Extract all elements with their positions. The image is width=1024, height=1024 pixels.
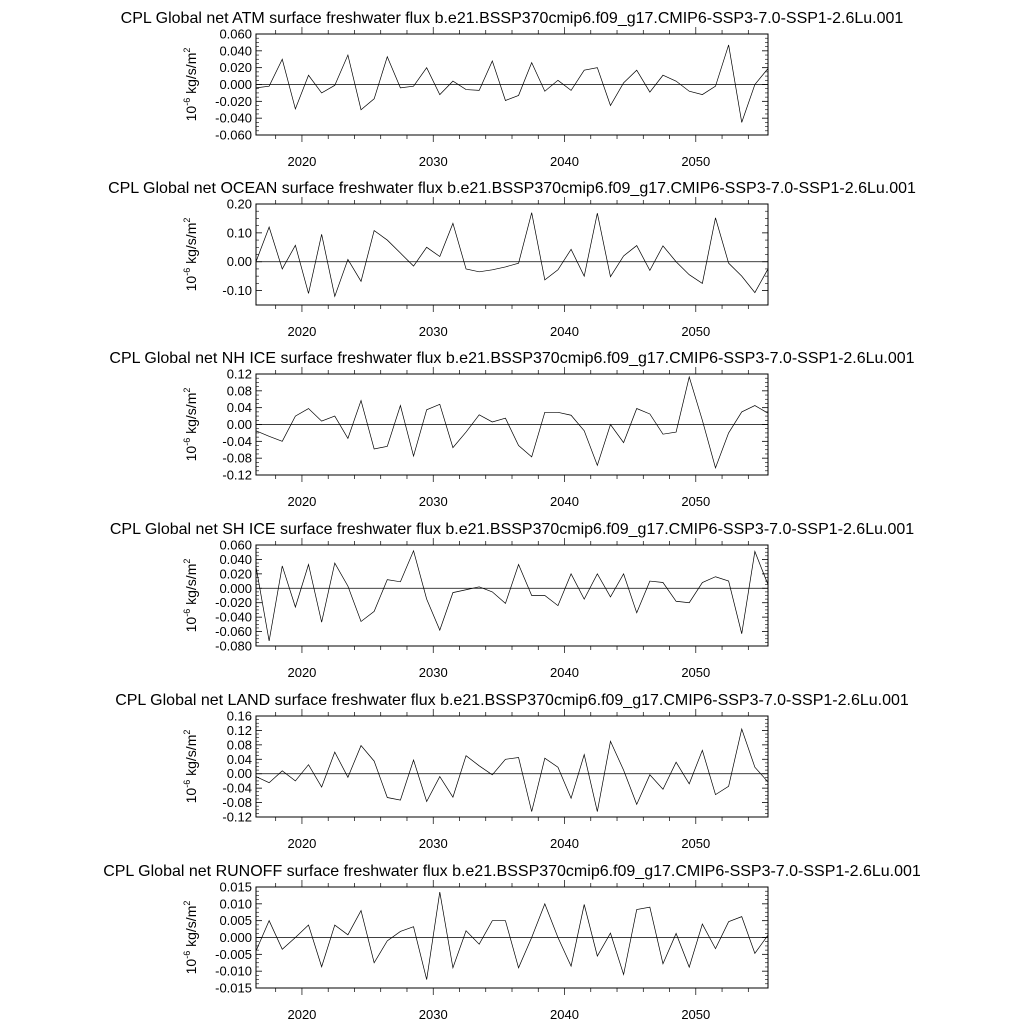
panel-title: CPL Global net ATM surface freshwater flux b.e21.BSSP370cmip6.f09_g17.CMIP6-SSP3-7.0-SSP1-2.6Lu.001 (120, 10, 904, 27)
y-tick-label: -0.060 (215, 624, 252, 640)
y-label-text: kg/s/m (183, 392, 199, 438)
panel-title: CPL Global net NH ICE surface freshwater flux b.e21.BSSP370cmip6.f09_g17.CMIP6-SSP3-7.0-SSP1-2.6Lu.001 (109, 350, 915, 367)
x-tick-label: 2050 (681, 1007, 711, 1022)
x-tick-label: 2050 (681, 836, 711, 851)
panel-title: CPL Global net RUNOFF surface freshwater flux b.e21.BSSP370cmip6.f09_g17.CMIP6-SSP3-7.0-SSP1-2.6Lu.001 (103, 863, 921, 880)
y-tick-label: 0.00 (226, 417, 252, 432)
x-tick-label: 2040 (550, 154, 579, 169)
x-tick-label: 2040 (550, 494, 579, 509)
series-line (256, 729, 768, 812)
x-tick-label: 2030 (418, 324, 448, 339)
x-tick-label: 2020 (287, 494, 317, 509)
x-tick-label: 2040 (550, 836, 579, 851)
panel-3 (110, 521, 914, 680)
y-tick-label: 0.00 (226, 766, 252, 782)
y-tick-label: 0.00 (226, 254, 252, 270)
x-tick-label: 2020 (287, 665, 317, 680)
y-axis-label (182, 901, 199, 975)
y-tick-label: -0.010 (215, 963, 252, 979)
x-tick-label: 2040 (550, 665, 579, 680)
y-label-superscript: 2 (182, 47, 192, 53)
y-label-superscript: -6 (182, 437, 192, 446)
y-label-superscript: -6 (182, 267, 192, 276)
x-tick-label: 2030 (418, 665, 448, 680)
y-tick-label: -0.08 (222, 450, 252, 466)
panel-2 (109, 350, 914, 509)
x-tick-label: 2030 (418, 1007, 448, 1022)
x-tick-label: 2050 (681, 324, 711, 339)
y-tick-label: 0.015 (219, 879, 252, 895)
y-tick-label: 0.12 (226, 722, 252, 738)
plot-frame (256, 545, 768, 646)
y-tick-label: -0.12 (222, 467, 252, 483)
series-line (256, 213, 768, 297)
plot-frame (256, 716, 768, 817)
x-tick-label: 2050 (681, 154, 711, 169)
y-tick-label: 0.005 (219, 913, 252, 929)
y-axis-label (182, 559, 199, 633)
panel-title: CPL Global net OCEAN surface freshwater flux b.e21.BSSP370cmip6.f09_g17.CMIP6-SSP3-7.0-SSP1-2.6Lu.001 (108, 180, 916, 197)
y-tick-label: 0.000 (219, 580, 252, 596)
y-tick-label: -0.040 (215, 110, 252, 126)
panel-0 (121, 10, 904, 169)
y-axis-label (182, 388, 199, 462)
y-label-text: 10 (183, 275, 199, 292)
x-tick-label: 2030 (418, 494, 448, 509)
x-tick-label: 2050 (681, 665, 711, 680)
y-tick-label: 0.060 (219, 26, 252, 42)
y-label-text: 10 (183, 616, 199, 633)
y-label-superscript: -6 (182, 608, 192, 617)
y-tick-label: 0.000 (219, 930, 252, 945)
y-tick-label: 0.020 (219, 566, 252, 582)
y-tick-label: -0.040 (215, 609, 252, 625)
y-tick-label: 0.10 (226, 225, 252, 241)
panel-5 (103, 863, 921, 1022)
y-label-text: kg/s/m (183, 905, 199, 951)
y-tick-label: 0.20 (226, 196, 252, 212)
y-tick-label: 0.060 (219, 537, 252, 553)
panel-4 (115, 692, 909, 851)
x-tick-label: 2020 (287, 836, 317, 851)
y-axis-label (182, 218, 199, 292)
y-tick-label: -0.10 (222, 283, 252, 299)
y-tick-label: -0.060 (215, 127, 252, 143)
y-label-superscript: 2 (182, 729, 192, 735)
y-label-superscript: 2 (182, 558, 192, 564)
plot-frame (256, 204, 768, 305)
y-tick-label: 0.000 (219, 77, 252, 92)
series-line (256, 892, 768, 980)
y-tick-label: -0.08 (222, 795, 252, 811)
y-tick-label: 0.04 (226, 751, 252, 767)
y-tick-label: -0.080 (215, 638, 252, 654)
x-tick-label: 2020 (287, 1007, 317, 1022)
y-tick-label: 0.010 (219, 896, 252, 912)
y-tick-label: 0.08 (226, 383, 252, 399)
y-tick-label: 0.040 (219, 43, 252, 59)
y-tick-label: 0.08 (226, 737, 252, 753)
x-tick-label: 2050 (681, 494, 711, 509)
x-tick-label: 2040 (550, 1007, 579, 1022)
x-tick-label: 2040 (550, 324, 579, 339)
y-axis-label (182, 730, 199, 804)
panel-title: CPL Global net SH ICE surface freshwater flux b.e21.BSSP370cmip6.f09_g17.CMIP6-SSP3-7.0-SSP1-2.6Lu.001 (109, 521, 915, 538)
panel-title: CPL Global net LAND surface freshwater flux b.e21.BSSP370cmip6.f09_g17.CMIP6-SSP3-7.0-SSP1-2.6Lu.001 (115, 692, 909, 709)
x-tick-label: 2020 (287, 154, 317, 169)
y-tick-label: -0.020 (215, 595, 252, 611)
series-line (256, 551, 768, 641)
y-label-superscript: 2 (182, 900, 192, 906)
y-label-text: 10 (183, 105, 199, 122)
series-line (256, 377, 768, 468)
y-tick-label: 0.020 (219, 60, 252, 76)
y-label-superscript: 2 (182, 217, 192, 223)
y-label-superscript: -6 (182, 779, 192, 788)
y-label-superscript: 2 (182, 387, 192, 393)
panel-1 (108, 180, 916, 339)
y-axis-label (182, 48, 199, 122)
y-label-text: 10 (183, 787, 199, 804)
y-tick-label: 0.12 (226, 366, 252, 382)
y-label-superscript: -6 (182, 97, 192, 106)
y-label-text: 10 (183, 445, 199, 462)
y-tick-label: -0.04 (222, 780, 252, 796)
x-tick-label: 2020 (287, 324, 317, 339)
y-tick-label: 0.040 (219, 551, 252, 567)
y-label-text: 10 (183, 958, 199, 975)
y-tick-label: -0.04 (222, 433, 252, 449)
y-tick-label: -0.12 (222, 809, 252, 825)
y-tick-label: -0.020 (215, 93, 252, 109)
y-tick-label: -0.005 (215, 946, 252, 962)
y-tick-label: 0.04 (226, 400, 252, 416)
y-label-text: kg/s/m (183, 222, 199, 268)
series-line (256, 45, 768, 122)
x-tick-label: 2030 (418, 154, 448, 169)
x-tick-label: 2030 (418, 836, 448, 851)
y-tick-label: 0.16 (226, 708, 252, 724)
y-label-text: kg/s/m (183, 52, 199, 98)
y-label-superscript: -6 (182, 950, 192, 959)
y-tick-label: -0.015 (215, 980, 252, 996)
y-label-text: kg/s/m (183, 563, 199, 609)
y-label-text: kg/s/m (183, 734, 199, 780)
